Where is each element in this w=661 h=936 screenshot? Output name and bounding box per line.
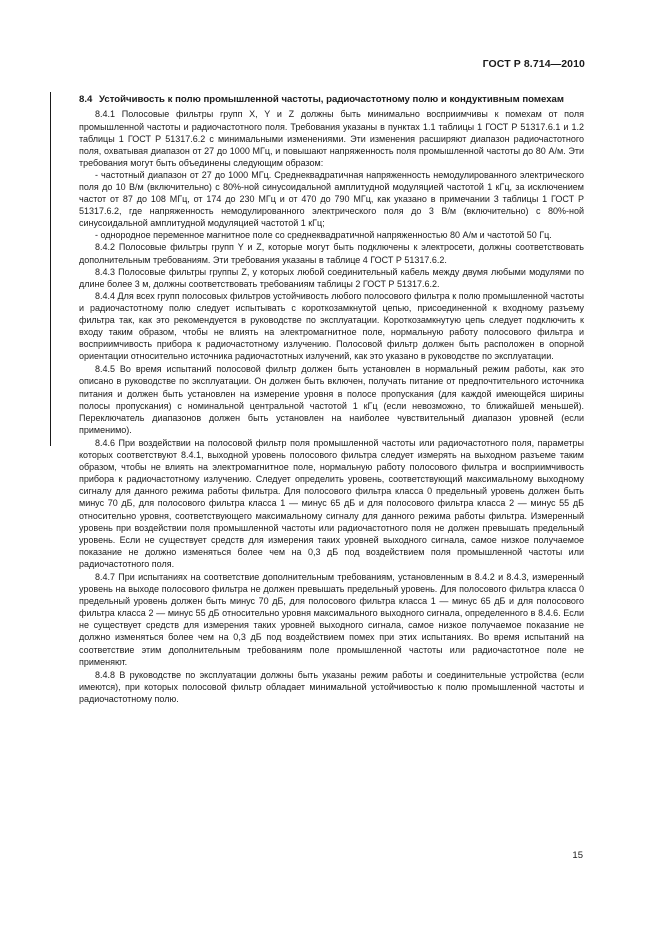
revision-change-bar (50, 92, 51, 446)
paragraph-8-4-5: 8.4.5 Во время испытаний полосовой фильтр должен быть установлен в нормальный режим работы, как это описано в руководстве по эксплуатации. Он должен быть включен, получать питание от предпочтительного источника питания и должен быть установлен на измерение уровня в полосе пропускания (для каждой имеющейся ширины полосы пропускания) с номинальной центральной частотой 1 кГц (если невозможно, то ближайшей меньшей). Переключатель диапазонов должен быть установлен на наиболее чувствительный диапазон уровней (если применимо). (79, 364, 584, 435)
list-item-rf-field: - частотный диапазон от 27 до 1000 МГц. Среднеквадратичная напряженность немодулированного электрического поля до 10 В/м (включительно) с 80%-ной синусоидальной амплитудной модуляцией частотой 1 кГц, за исключением частот от 87 до 108 МГц, от 174 до 230 МГц и от 470 до 790 МГц, как указано в примечании 3 таблицы 1 ГОСТ Р 51317.6.2, где напряженность немодулированного электрического поля до 3 В/м (включительно) с 80%-ной синусоидальной амплитудной модуляцией частотой 1 кГц; (79, 169, 584, 229)
list-item-magnetic-field: - однородное переменное магнитное поле со среднеквадратичной напряженностью 80 А/м и частотой 50 Гц. (95, 230, 552, 241)
section-heading (79, 94, 584, 106)
paragraph-8-4-2: 8.4.2 Полосовые фильтры групп Y и Z, которые могут быть подключены к электросети, должны соответствовать дополнительным требованиям. Эти требования указаны в таблице 4 ГОСТ Р 51317.6.2. (79, 242, 584, 265)
document-id: ГОСТ Р 8.714—2010 (482, 58, 585, 70)
paragraph-8-4-7: 8.4.7 При испытаниях на соответствие дополнительным требованиям, установленным в 8.4.2 и 8.4.3, измеренный уровень на выходе полосового фильтра не должен превышать предельный уровень. Для полосового фильтра класса 0 предельный уровень должен быть минус 70 дБ, для полосового фильтра класса 1 — минус 65 дБ и для полосового фильтра класса 2 — минус 55 дБ относительно уровня максимального выходного сигнала, определенного в 8.4.6. Если не существует средств для измерения таких уровней выходного сигнала, самое низкое получаемое показание не должно изменяться более чем на 0,3 дБ под воздействием помех при этих испытаниях. Во время испытаний на соответствие этим дополнительным требованиям поле промышленной частоты или радиочастотное поле не применяют. (79, 571, 584, 667)
paragraph-8-4-8: 8.4.8 В руководстве по эксплуатации должны быть указаны режим работы и соединительные устройства (если имеются), при которых полосовой фильтр обладает минимальной устойчивостью к полю промышленной частоты и радиочастотному полю. (79, 669, 584, 704)
section-body (79, 94, 584, 705)
paragraph-8-4-4: 8.4.4 Для всех групп полосовых фильтров устойчивость любого полосового фильтра к полю промышленной частоты и радиочастотному полю следует испытывать с короткозамкнутой цепью, присоединенной к входному разъему фильтра так, как это рекомендуется в руководстве по эксплуатации. Короткозамкнутую цепь следует подключить к входу таким образом, чтобы не влиять на электромагнитное поле, нормальную работу полосового фильтра и восприимчивость прибора к радиочастотному излучению. Полосовой фильтр должен быть расположен в опорной ориентации относительно источника радиочастотных излучений, как это указано в руководстве по эксплуатации. (79, 290, 585, 362)
paragraph-8-4-6: 8.4.6 При воздействии на полосовой фильтр поля промышленной частоты или радиочастотного поля, параметры которых соответствуют 8.4.1, выходной уровень полосового фильтра следует измерять на выходном разъеме таким образом, чтобы не влиять на электромагнитное поле, нормальную работу полосового фильтра и восприимчивость прибора к радиочастотному излучению. Следует определить уровень, соответствующий максимальному выходному сигналу для данного режима работы фильтра. Для полосового фильтра класса 0 предельный уровень должен быть минус 70 дБ, для полосового фильтра класса 1 — минус 65 дБ и для полосового фильтра класса 2 — минус 55 дБ относительно уровня, соответствующего максимальному сигналу для данного режима работы фильтра. Измеренный уровень при воздействии поля промышленной частоты или радиочастотного поля не должен превышать предельный уровень. Если не существует средств для измерения таких уровней выходного сигнала, самое низкое получаемое показание не должно изменяться более чем на 0,3 дБ под воздействием поля промышленной частоты или радиочастотного поля. (79, 437, 584, 569)
paragraph-8-4-1: 8.4.1 Полосовые фильтры групп X, Y и Z должны быть минимально восприимчивы к помехам от поля промышленной частоты и радиочастотного поля. Требования указаны в пунктах 1.1 таблицы 1 ГОСТ Р 51317.6.1 и 1.2 таблицы 1 ГОСТ Р 51317.6.2 с минимальными изменениями. Эти изменения расширяют диапазон радиочастотного поля, охватывая диапазон от 27 до 1000 МГц, и повышают напряженность поля промышленной частоты до 80 А/м. Эти требования могут быть объединены следующим образом: (79, 109, 584, 168)
section-number: 8.4 (79, 94, 93, 105)
paragraph-8-4-3: 8.4.3 Полосовые фильтры группы Z, у которых любой соединительный кабель между двумя любыми модулями по длине более 3 м, должны соответствовать требованиям таблицы 2 ГОСТ Р 51317.6.2. (79, 266, 584, 289)
section-title: Устойчивость к полю промышленной частоты, радиочастотному полю и кондуктивным помехам (99, 94, 564, 105)
page-number: 15 (572, 850, 583, 861)
